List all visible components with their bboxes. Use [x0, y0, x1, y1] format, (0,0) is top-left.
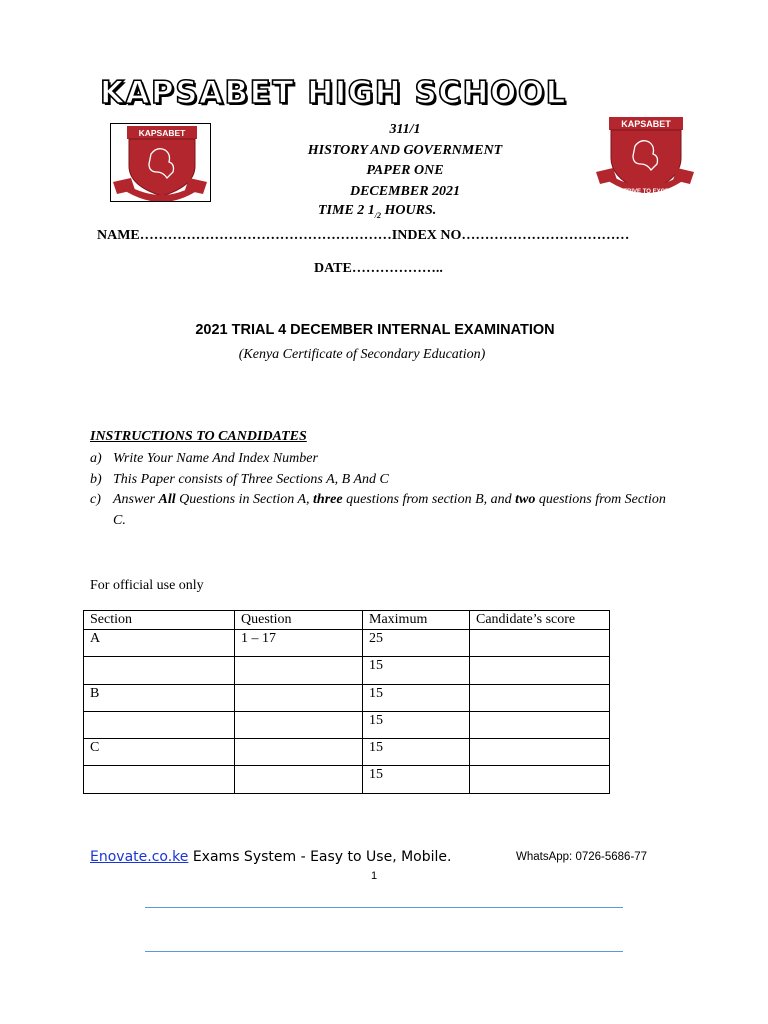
- instruction-marker: a): [90, 451, 102, 466]
- header-maximum: Maximum: [363, 611, 470, 630]
- footer-banner: [90, 849, 451, 865]
- exam-subtitle: (Kenya Certificate of Secondary Education): [238, 347, 486, 362]
- crest-left-name: KAPSABET: [138, 128, 186, 138]
- table-row: [84, 766, 610, 793]
- date-field[interactable]: DATE………………..: [314, 261, 443, 276]
- table-row: [84, 630, 610, 657]
- cell-section: A: [84, 630, 235, 657]
- time-prefix: TIME 2 1: [318, 203, 375, 218]
- divider-line: [145, 951, 623, 952]
- score-table: [83, 610, 610, 794]
- cell-maximum: 25: [363, 630, 470, 657]
- cell-question: [235, 657, 363, 684]
- cell-score[interactable]: [470, 766, 610, 793]
- name-index-field[interactable]: NAME………………………………………………INDEX NO………………………………: [97, 228, 630, 243]
- time-allowed: [318, 203, 436, 220]
- cell-section: [84, 711, 235, 738]
- instruction-marker: c): [90, 492, 101, 507]
- header-candidate-score: Candidate’s score: [470, 611, 610, 630]
- time-fraction: /2: [374, 210, 382, 220]
- instruction-emphasis: three: [313, 492, 343, 507]
- instruction-marker: b): [90, 471, 102, 487]
- cell-section: [84, 657, 235, 684]
- table-row: [84, 711, 610, 738]
- subject-title: HISTORY AND GOVERNMENT: [307, 142, 503, 158]
- time-suffix: HOURS.: [381, 203, 437, 218]
- cell-score[interactable]: [470, 657, 610, 684]
- cell-section: C: [84, 739, 235, 766]
- instruction-text-part: questions from Section C.: [113, 492, 666, 528]
- header-question: Question: [235, 611, 363, 630]
- crest-motto: STRIVE TO EXCEL: [619, 189, 673, 195]
- crest-right-name: KAPSABET: [621, 119, 671, 129]
- school-crest-left: [110, 123, 211, 202]
- cell-question: 1 – 17: [235, 630, 363, 657]
- cell-section: B: [84, 684, 235, 711]
- table-row: [84, 684, 610, 711]
- exam-date: DECEMBER 2021: [349, 183, 461, 199]
- cell-score[interactable]: [470, 630, 610, 657]
- cell-maximum: 15: [363, 739, 470, 766]
- table-row: [84, 739, 610, 766]
- cell-question: [235, 684, 363, 711]
- instruction-text-part: Answer: [113, 492, 159, 507]
- instruction-emphasis: All: [158, 492, 176, 507]
- paper-code: 311/1: [389, 122, 421, 137]
- official-use-label: For official use only: [90, 578, 204, 593]
- school-crest-right: [595, 116, 695, 198]
- school-name: KAPSABET HIGH SCHOOL: [100, 75, 567, 111]
- cell-question: [235, 711, 363, 738]
- instruction-emphasis: two: [515, 492, 536, 507]
- instructions-heading: INSTRUCTIONS TO CANDIDATES: [90, 429, 307, 444]
- instruction-text: Write Your Name And Index Number: [113, 451, 318, 466]
- page-number: 1: [370, 870, 378, 882]
- paper-number: PAPER ONE: [366, 163, 444, 178]
- instruction-item: [90, 449, 680, 470]
- cell-question: [235, 766, 363, 793]
- exam-title: 2021 TRIAL 4 DECEMBER INTERNAL EXAMINATION: [195, 322, 555, 338]
- cell-score[interactable]: [470, 684, 610, 711]
- instruction-item: [90, 490, 680, 531]
- enovate-link[interactable]: Enovate.co.ke: [90, 849, 189, 865]
- cell-score[interactable]: [470, 739, 610, 766]
- header-section: Section: [84, 611, 235, 630]
- table-row: [84, 657, 610, 684]
- instruction-text-part: Questions in Section A,: [175, 492, 314, 507]
- whatsapp-contact: WhatsApp: 0726-5686-77: [516, 851, 648, 863]
- divider-line: [145, 907, 623, 908]
- cell-question: [235, 739, 363, 766]
- cell-section: [84, 766, 235, 793]
- instruction-item: [90, 470, 680, 491]
- cell-maximum: 15: [363, 657, 470, 684]
- cell-maximum: 15: [363, 711, 470, 738]
- cell-maximum: 15: [363, 684, 470, 711]
- instructions-list: [90, 449, 680, 531]
- exam-header: [230, 120, 580, 202]
- score-table-header: [84, 611, 610, 630]
- instruction-text-part: questions from section B, and: [342, 492, 516, 507]
- instruction-text: This Paper consists of Three Sections A, B And C: [113, 471, 389, 487]
- footer-tagline: Exams System - Easy to Use, Mobile.: [188, 849, 452, 865]
- cell-score[interactable]: [470, 711, 610, 738]
- cell-maximum: 15: [363, 766, 470, 793]
